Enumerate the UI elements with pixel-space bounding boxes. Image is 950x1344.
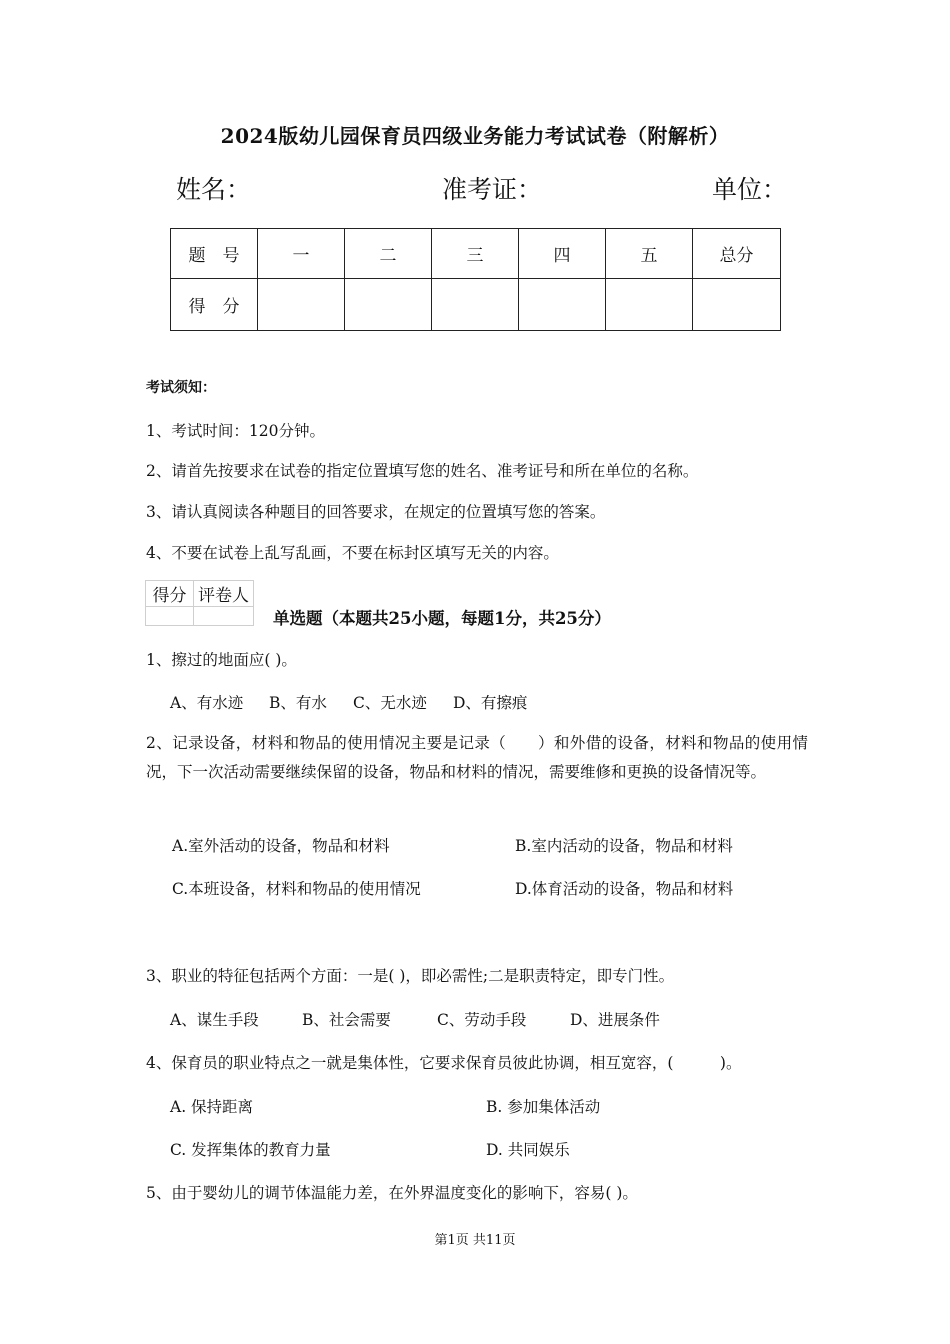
score-cell-empty: [345, 279, 432, 331]
score-header-cell: 题 号: [171, 229, 258, 279]
question-option: D、进展条件: [570, 1011, 660, 1029]
score-cell-empty: [693, 279, 781, 331]
question-option: C. 发挥集体的教育力量: [170, 1141, 331, 1159]
score-cell-empty: [519, 279, 606, 331]
score-row-label: 得 分: [171, 279, 258, 331]
score-cell-empty: [258, 279, 345, 331]
question-stem: 2、记录设备，材料和物品的使用情况主要是记录（ ）和外借的设备，材料和物品的使用情况，下一次活动需要继续保留的设备，物品和材料的情况，需要维修和更换的设备情况等。: [146, 734, 808, 781]
question-option: B. 参加集体活动: [486, 1098, 601, 1116]
score-header-cell: 总分: [693, 229, 781, 279]
score-table-header-row: [171, 229, 781, 279]
notice-item: 4、不要在试卷上乱写乱画，不要在标封区填写无关的内容。: [146, 544, 559, 562]
question-option: A、有水迹: [170, 694, 244, 712]
score-table-score-row: [171, 279, 781, 331]
grader-box: [145, 580, 254, 626]
notice-item: 3、请认真阅读各种题目的回答要求，在规定的位置填写您的答案。: [146, 503, 606, 521]
notice-item: 2、请首先按要求在试卷的指定位置填写您的姓名、准考证号和所在单位的名称。: [146, 462, 699, 480]
score-header-cell: 四: [519, 229, 606, 279]
question-option: A、谋生手段: [170, 1011, 259, 1029]
exam-id-label: 准考证：: [442, 175, 543, 204]
question-option: B、社会需要: [302, 1011, 391, 1029]
grader-name-label: 评卷人: [194, 581, 254, 607]
question-option: B.室内活动的设备，物品和材料: [515, 837, 733, 855]
question-option: C、无水迹: [353, 694, 427, 712]
question-stem: 1、擦过的地面应( )。: [146, 651, 297, 669]
grader-name-cell: [194, 607, 254, 626]
question-option: C.本班设备，材料和物品的使用情况: [172, 880, 421, 898]
unit-label: 单位：: [712, 175, 788, 204]
page-footer: 第1页 共11页: [434, 1233, 516, 1248]
question-option: C、劳动手段: [437, 1011, 527, 1029]
question-option: A. 保持距离: [170, 1098, 254, 1116]
notice-heading: 考试须知：: [146, 380, 216, 396]
question-option: D.体育活动的设备，物品和材料: [515, 880, 734, 898]
grader-score-cell: [146, 607, 194, 626]
section-heading: 单选题（本题共25小题，每题1分，共25分）: [273, 609, 611, 628]
score-header-cell: 三: [432, 229, 519, 279]
score-header-cell: 五: [606, 229, 693, 279]
grader-score-label: 得分: [146, 581, 194, 607]
question-option: D、有擦痕: [453, 694, 528, 712]
notice-item: 1、考试时间：120分钟。: [146, 422, 325, 440]
question-option: D. 共同娱乐: [486, 1141, 570, 1159]
question-option: A.室外活动的设备，物品和材料: [172, 837, 390, 855]
score-cell-empty: [606, 279, 693, 331]
name-label: 姓名：: [176, 175, 252, 204]
score-table: [170, 228, 781, 331]
question-stem: 5、由于婴幼儿的调节体温能力差，在外界温度变化的影响下，容易( )。: [146, 1184, 638, 1202]
score-header-cell: 一: [258, 229, 345, 279]
question-stem: 3、职业的特征包括两个方面：一是( )，即必需性;二是职责特定，即专门性。: [146, 967, 675, 985]
question-stem: 4、保育员的职业特点之一就是集体性，它要求保育员彼此协调，相互宽容，( )。: [146, 1054, 742, 1072]
score-cell-empty: [432, 279, 519, 331]
score-header-cell: 二: [345, 229, 432, 279]
question-option: B、有水: [269, 694, 327, 712]
page-title: 2024版幼儿园保育员四级业务能力考试试卷（附解析）: [220, 124, 730, 148]
